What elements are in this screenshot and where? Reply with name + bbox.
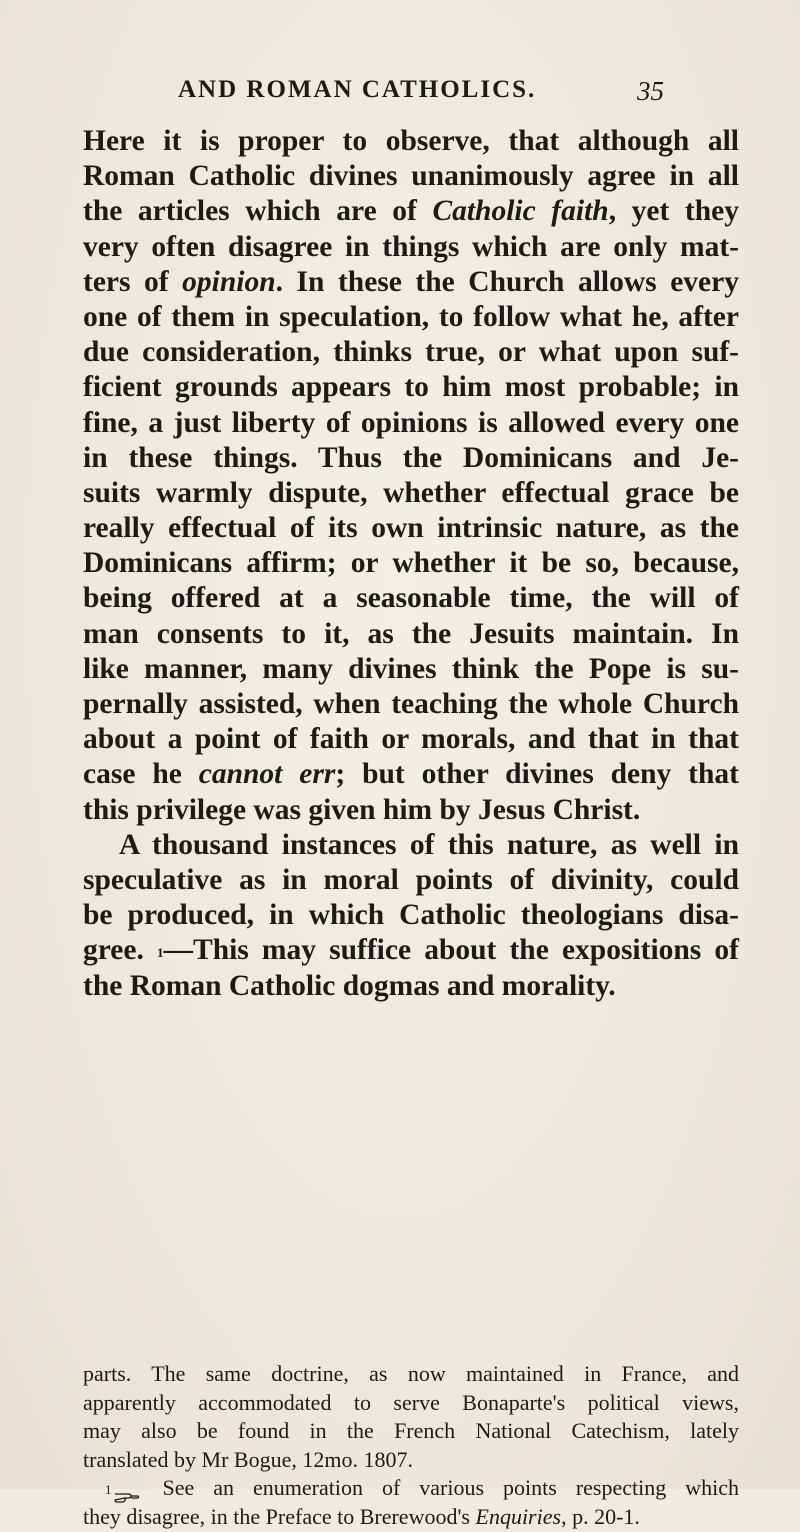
text-line: very often disagree in things which are only mat- [83, 230, 739, 263]
text-line: being offered at a seasonable time, the will of [83, 582, 739, 615]
footnote-line: may also be found in the French National Catechism, lately [83, 1418, 739, 1444]
text-line: Dominicans affirm; or whether it be so, because, [83, 547, 739, 580]
text-line: really effectual of its own intrinsic nature, as the [83, 512, 739, 545]
text-line: the Roman Catholic dogmas and morality. [83, 969, 616, 1002]
text-line: pernally assisted, when teaching the whole Church [83, 688, 739, 720]
running-head [0, 76, 800, 116]
footnote-number: 1 [105, 1482, 112, 1498]
footnote-line: parts. The same doctrine, as now maintained in France, and [83, 1361, 739, 1386]
text-line: Roman Catholic divines unanimously agree in all [83, 160, 739, 193]
footnote-marker: 1 [157, 945, 164, 961]
footnote-line: they disagree, in the Preface to Brerewood's Enquiries, p. 20-1. [83, 1503, 640, 1529]
footnote-line: $^1$ See an enumeration of various points respecting which [105, 1475, 739, 1501]
footnote-line: translated by Mr Bogue, 12mo. 1807. [83, 1446, 413, 1472]
text-line: case he cannot err; but other divines deny that [83, 758, 739, 791]
footnotes [83, 1360, 739, 1532]
text-line: A thousand instances of this nature, as well in [119, 828, 739, 861]
text-line: gree. $^1$—This may suffice about the expositions of [83, 934, 739, 967]
pointing-hand-icon [114, 1483, 140, 1497]
text-line: this privilege was given him by Jesus Christ. [83, 793, 641, 826]
text-line: be produced, in which Catholic theologians disa- [83, 899, 739, 932]
italic-title: Enquiries [475, 1503, 562, 1529]
text-line: the articles which are of Catholic faith, yet they [83, 195, 740, 228]
text-line: Here it is proper to observe, that although all [83, 125, 739, 157]
running-title: AND ROMAN CATHOLICS. [178, 76, 537, 103]
text-line: like manner, many divines think the Pope is su- [83, 652, 739, 685]
italic-term: opinion [182, 265, 276, 298]
text-line: suits warmly dispute, whether effectual grace be [83, 476, 739, 509]
text-line: due consideration, thinks true, or what upon suf- [83, 336, 739, 369]
text-line: fine, a just liberty of opinions is allowed every one [83, 406, 739, 439]
body-text [83, 124, 739, 1004]
text-line: ters of opinion. In these the Church allows every [83, 265, 739, 298]
italic-term: Catholic faith [432, 195, 609, 228]
text-line: one of them in speculation, to follow what he, after [83, 300, 739, 333]
text-line: man consents to it, as the Jesuits maintain. In [83, 617, 739, 650]
text-line: in these things. Thus the Dominicans and Je- [83, 441, 739, 474]
italic-term: cannot err [198, 758, 336, 791]
footnote-line: apparently accommodated to serve Bonaparte's political views, [83, 1389, 739, 1415]
text-line: about a point of faith or morals, and that in that [83, 723, 739, 756]
text-line: ficient grounds appears to him most probable; in [83, 371, 739, 404]
text-line: speculative as in moral points of divinity, could [83, 863, 739, 896]
page-number: 35 [637, 76, 664, 106]
